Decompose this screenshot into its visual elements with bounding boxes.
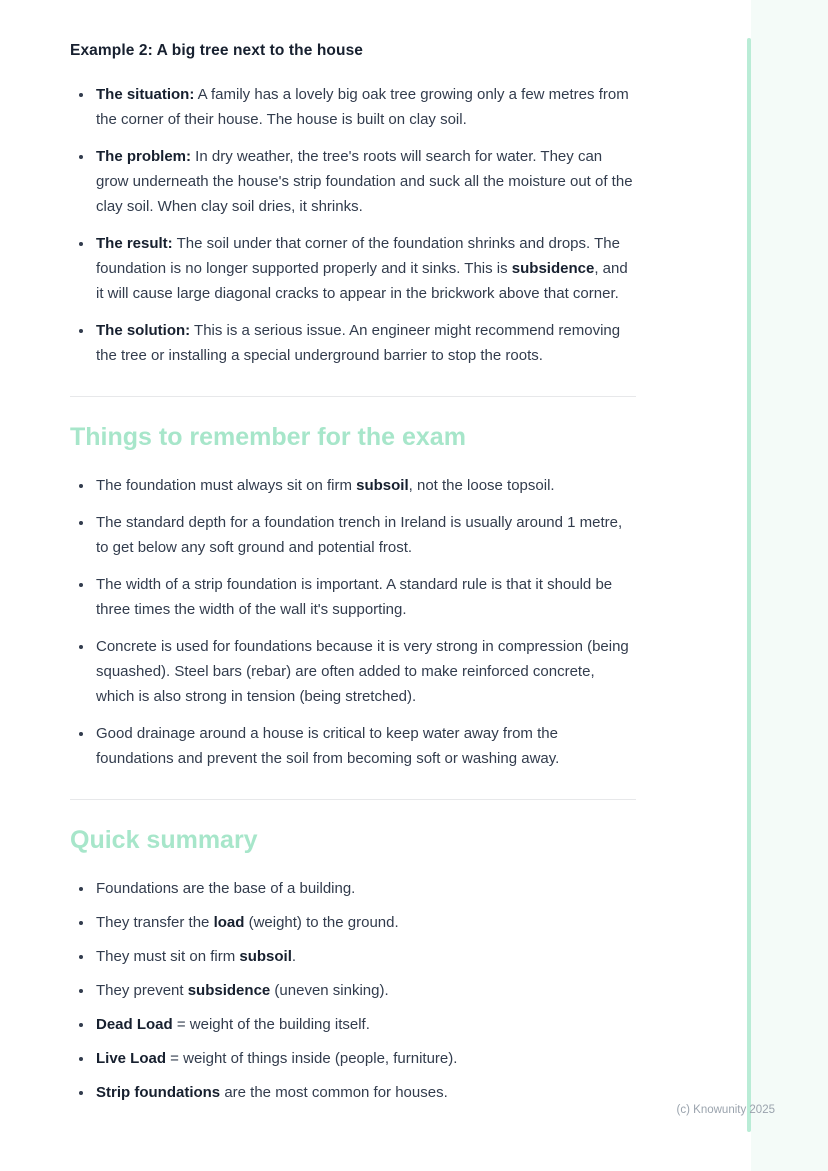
bullet-list <box>70 473 636 771</box>
footer-copyright: (c) Knowunity 2025 <box>676 1104 775 1116</box>
section-divider <box>70 799 636 800</box>
list-item: • Dead Load = weight of the building itself. <box>94 1012 636 1037</box>
section-heading: Things to remember for the exam <box>70 423 466 451</box>
list-item: • The foundation must always sit on firm subsoil, not the loose topsoil. <box>94 473 636 498</box>
section-quick-summary <box>70 826 636 1105</box>
section-divider <box>70 396 636 397</box>
list-item: • Good drainage around a house is critical to keep water away from the foundations and prevent the soil from becoming soft or washing away. <box>94 721 636 771</box>
list-item: • They must sit on firm subsoil. <box>94 944 636 969</box>
list-item: • The situation: A family has a lovely big oak tree growing only a few metres from the corner of their house. The house is built on clay soil. <box>94 82 636 132</box>
document-content <box>70 42 636 1114</box>
list-item: • Concrete is used for foundations because it is very strong in compression (being squashed). Steel bars (rebar) are often added to make reinforced concrete, which is also strong in tension (being stretched). <box>94 634 636 709</box>
list-item: • The standard depth for a foundation trench in Ireland is usually around 1 metre, to get below any soft ground and potential frost. <box>94 510 636 560</box>
list-item: • They prevent subsidence (uneven sinking). <box>94 978 636 1003</box>
bullet-list <box>70 876 636 1105</box>
list-item: • The width of a strip foundation is important. A standard rule is that it should be three times the width of the wall it's supporting. <box>94 572 636 622</box>
list-item: • Strip foundations are the most common for houses. <box>94 1080 636 1105</box>
list-item: • The result: The soil under that corner of the foundation shrinks and drops. The foundation is no longer supported properly and it sinks. This is subsidence, and it will cause large diagonal cracks to appear in the brickwork above that corner. <box>94 231 636 306</box>
section-heading: Quick summary <box>70 826 258 854</box>
right-margin-tint <box>751 0 828 1171</box>
bullet-list <box>70 82 636 368</box>
list-item: • Foundations are the base of a building. <box>94 876 636 901</box>
section-example-2 <box>70 42 636 368</box>
list-item: • The problem: In dry weather, the tree's roots will search for water. They can grow underneath the house's strip foundation and suck all the moisture out of the clay soil. When clay soil dries, it shrinks. <box>94 144 636 219</box>
section-things-to-remember <box>70 423 636 771</box>
list-item: • They transfer the load (weight) to the ground. <box>94 910 636 935</box>
section-heading: Example 2: A big tree next to the house <box>70 42 364 59</box>
mint-accent-rail <box>747 38 751 1132</box>
list-item: • The solution: This is a serious issue. An engineer might recommend removing the tree or installing a special underground barrier to stop the roots. <box>94 318 636 368</box>
list-item: • Live Load = weight of things inside (people, furniture). <box>94 1046 636 1071</box>
